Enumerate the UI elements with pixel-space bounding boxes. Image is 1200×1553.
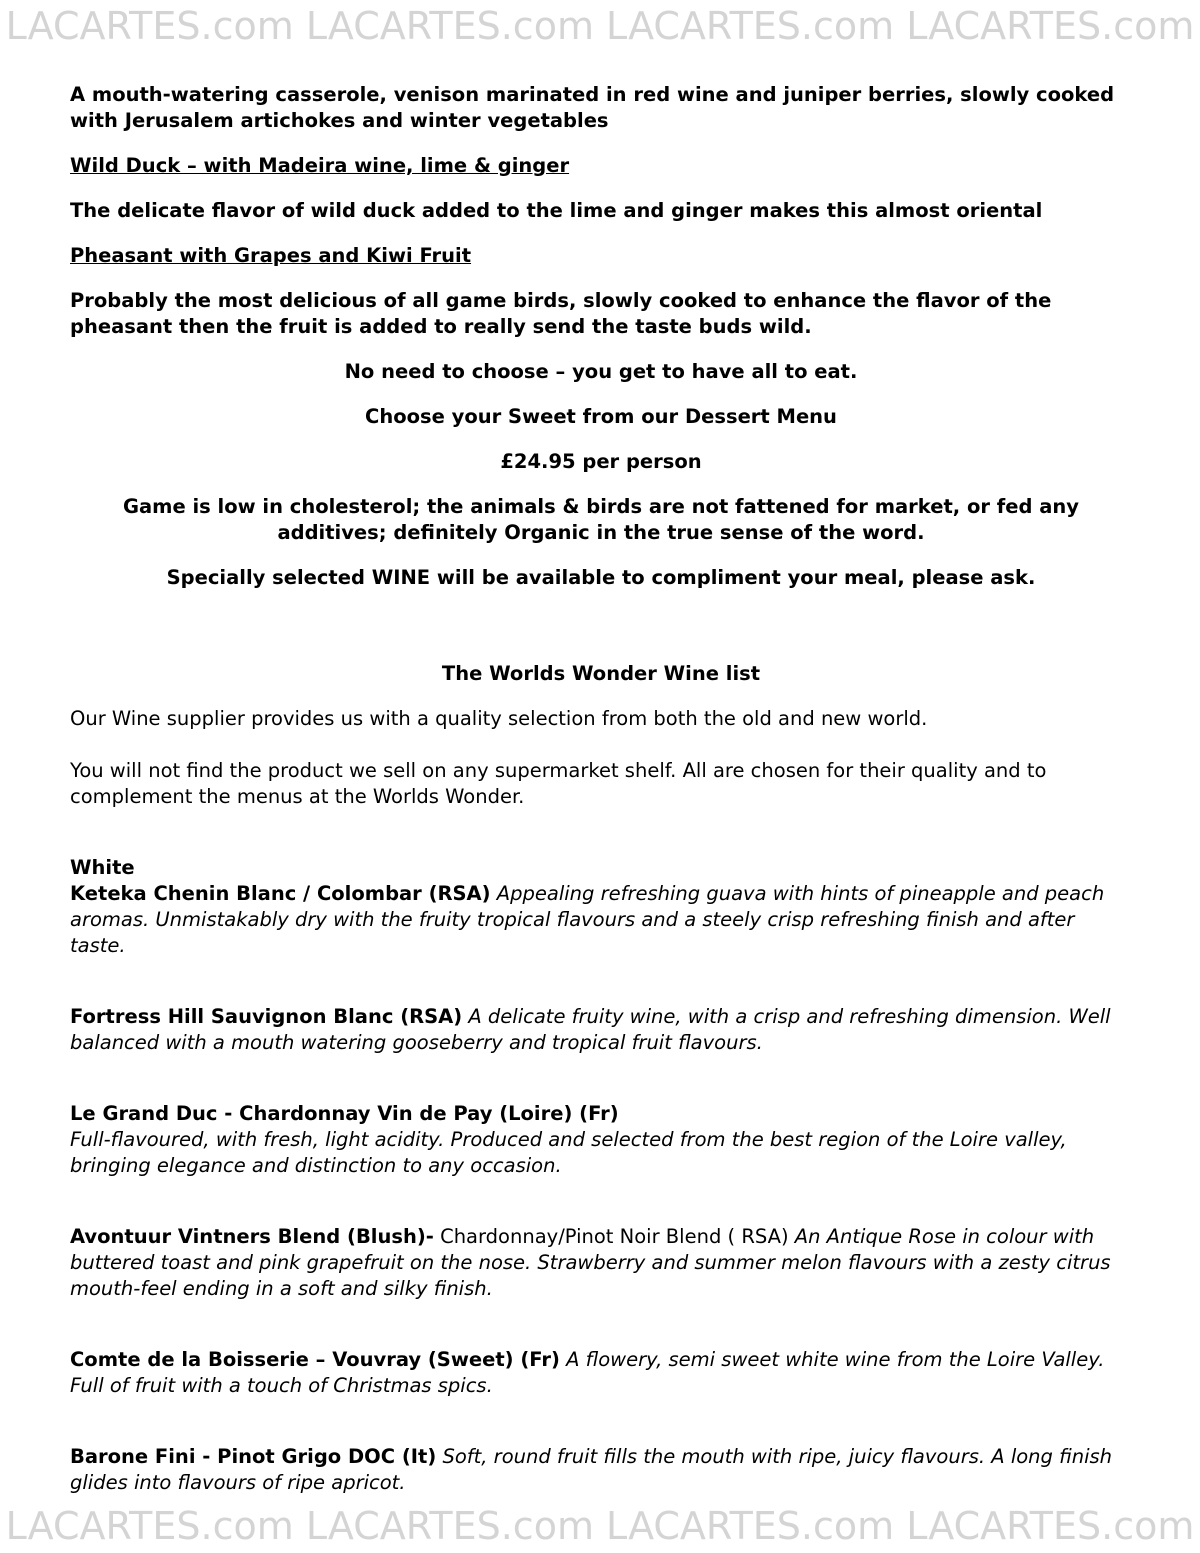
wine-name: Le Grand Duc - Chardonnay Vin de Pay (Loire) (Fr) — [70, 1102, 619, 1125]
wine-name: Fortress Hill Sauvignon Blanc (RSA) — [70, 1005, 463, 1028]
wine-entry — [70, 1101, 1132, 1179]
wine-entry — [70, 1347, 1132, 1399]
wine-description: Full-flavoured, with fresh, light acidity. Produced and selected from the best region of the Loire valley, bringing elegance and distinction to any occasion. — [70, 1128, 1067, 1177]
wine-category: White — [70, 856, 135, 879]
no-need-note: No need to choose – you get to have all to eat. — [344, 360, 858, 383]
pheasant-description: Probably the most delicious of all game birds, slowly cooked to enhance the flavor of the pheasant then the fruit is added to really send the taste buds wild. — [70, 289, 1052, 338]
wine-name: Avontuur Vintners Blend (Blush)- — [70, 1225, 434, 1248]
duck-description: The delicate flavor of wild duck added to the lime and ginger makes this almost oriental — [70, 199, 1043, 222]
game-note: Game is low in cholesterol; the animals & birds are not fattened for market, or fed any additives; definitely Organic in the true sense of the word. — [122, 495, 1080, 544]
sweet-note: Choose your Sweet from our Dessert Menu — [365, 405, 837, 428]
wine-note: Specially selected WINE will be available to compliment your meal, please ask. — [166, 566, 1036, 589]
wine-description: An Antique Rose in colour with buttered toast and pink grapefruit on the nose. Strawberry and summer melon flavours with a zesty citrus mouth-feel ending in a soft and silky finish. — [70, 1225, 1111, 1300]
watermark-top: LACARTES.com LACARTES.com LACARTES.com LACARTES.com — [5, 4, 1195, 48]
wine-entry — [70, 1224, 1132, 1302]
wine-entry — [70, 1444, 1132, 1496]
wine-entry — [70, 1004, 1132, 1056]
price: £24.95 per person — [500, 450, 702, 473]
wine-description: Soft, round fruit fills the mouth with ripe, juicy flavours. A long finish glides into flavours of ripe apricot. — [70, 1445, 1113, 1494]
wine-description: A delicate fruity wine, with a crisp and refreshing dimension. Well balanced with a mouth watering gooseberry and tropical fruit flavours. — [70, 1005, 1111, 1054]
wine-detail: Chardonnay/Pinot Noir Blend ( RSA) — [440, 1225, 789, 1248]
wine-name: Keteka Chenin Blanc / Colombar (RSA) — [70, 882, 491, 905]
document-body — [70, 82, 1132, 1496]
wine-list-title: The Worlds Wonder Wine list — [441, 662, 761, 685]
wine-description: Appealing refreshing guava with hints of pineapple and peach aromas. Unmistakably dry with the fruity tropical flavours and a steely crisp refreshing finish and after taste. — [70, 882, 1105, 957]
pheasant-title: Pheasant with Grapes and Kiwi Fruit — [70, 244, 472, 267]
duck-title: Wild Duck – with Madeira wine, lime & ginger — [70, 154, 570, 177]
wine-name: Comte de la Boisserie – Vouvray (Sweet) (Fr) — [70, 1348, 560, 1371]
venison-description: A mouth-watering casserole, venison marinated in red wine and juniper berries, slowly cooked with Jerusalem artichokes and winter vegetables — [70, 83, 1115, 132]
wine-description: A flowery, semi sweet white wine from the Loire Valley. Full of fruit with a touch of Christmas spics. — [70, 1348, 1105, 1397]
watermark-bottom: LACARTES.com LACARTES.com LACARTES.com LACARTES.com — [5, 1504, 1195, 1548]
wine-entry — [70, 881, 1132, 959]
wine-intro-1: Our Wine supplier provides us with a quality selection from both the old and new world. — [70, 707, 928, 730]
wine-name: Barone Fini - Pinot Grigo DOC (It) — [70, 1445, 437, 1468]
wine-intro-2: You will not find the product we sell on any supermarket shelf. All are chosen for their quality and to complement the menus at the Worlds Wonder. — [70, 759, 1047, 808]
